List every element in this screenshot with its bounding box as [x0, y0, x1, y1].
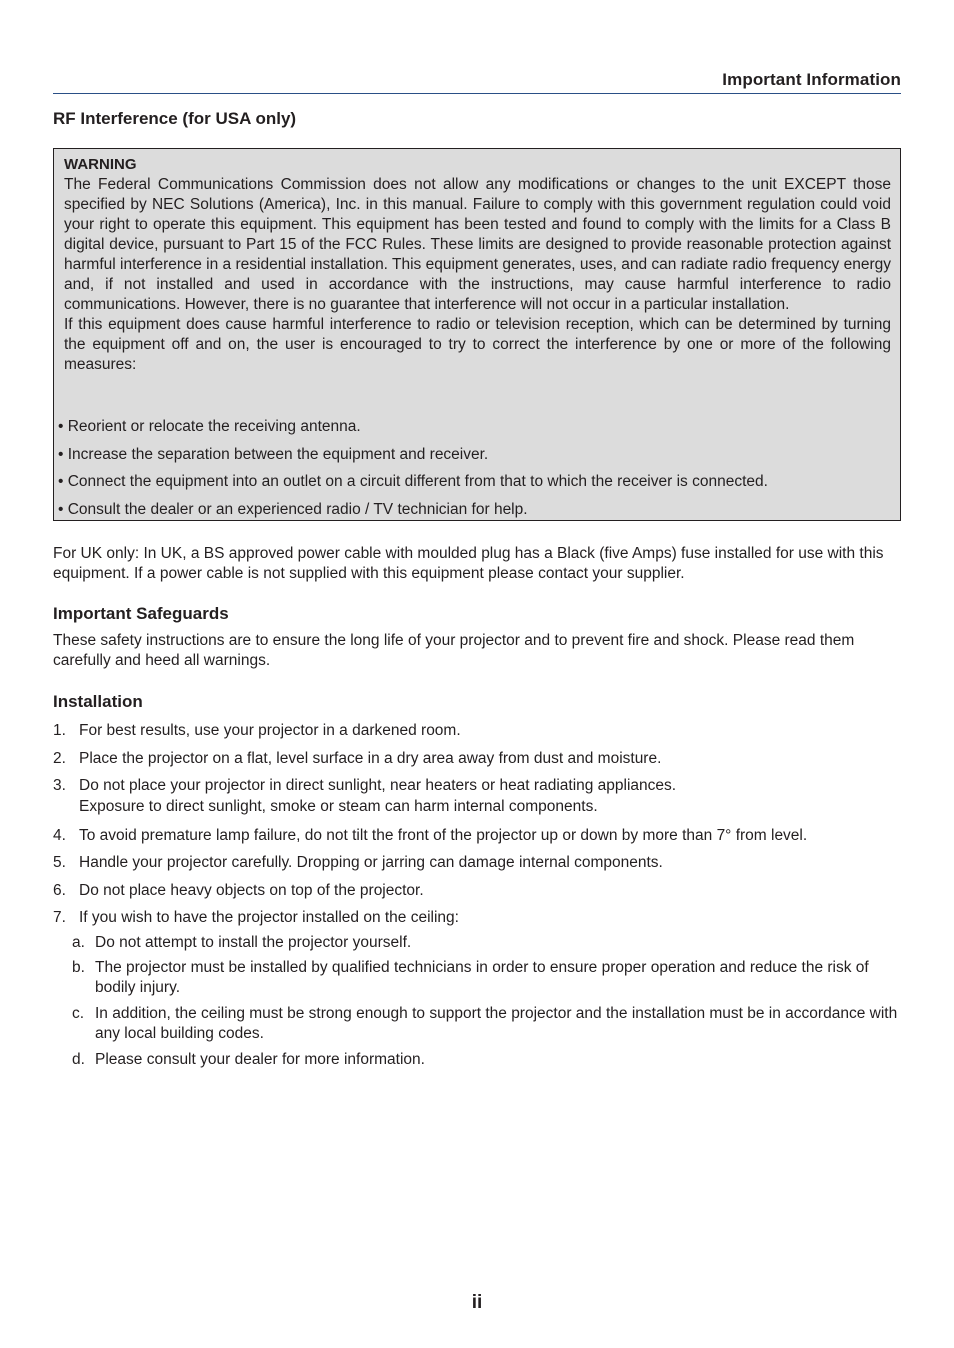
- measure-item: • Consult the dealer or an experienced radio / TV technician for help.: [58, 500, 528, 518]
- list-item: [53, 852, 901, 880]
- running-header-title: Important Information: [722, 70, 901, 89]
- item-number: 6.: [53, 882, 66, 899]
- sub-item-letter: d.: [72, 1051, 85, 1068]
- list-item: [53, 720, 901, 748]
- header-rule: [53, 93, 901, 94]
- rf-interference-heading: RF Interference (for USA only): [53, 109, 297, 128]
- item-text: To avoid premature lamp failure, do not tilt the front of the projector up or down by more than 7° from level.: [79, 827, 808, 844]
- item-text-continued: Exposure to direct sunlight, smoke or steam can harm internal components.: [79, 798, 598, 815]
- installation-list: [53, 720, 901, 1074]
- item-text: Place the projector on a flat, level surface in a dry area away from dust and moisture.: [79, 750, 662, 767]
- item-number: 5.: [53, 854, 66, 871]
- list-item: [53, 880, 901, 907]
- item-text: For best results, use your projector in a darkened room.: [79, 722, 461, 739]
- sub-item-text: Do not attempt to install the projector yourself.: [95, 934, 412, 951]
- measures-list: [58, 417, 878, 527]
- measure-item: • Increase the separation between the equipment and receiver.: [58, 445, 489, 463]
- list-item: [53, 748, 901, 775]
- item-text: If you wish to have the projector installed on the ceiling:: [79, 909, 459, 926]
- warning-paragraph: The Federal Communications Commission does not allow any modifications or changes to the unit EXCEPT those specified by NEC Solutions (America), Inc. in this manual. Failure to comply with this government regulation could void your right to operate this equipment. This equipment has been tested and found to comply with the limits for a Class B digital device, pursuant to Part 15 of the FCC Rules. These limits are designed to provide reasonable protection against harmful interference in a residential installation. This equipment generates, uses, and can radiate radio frequency energy and, if not installed and used in accordance with the instructions, may cause harmful interference to radio communications. However, there is no guarantee that interference will not occur in a particular installation.: [64, 176, 891, 313]
- page-number: ii: [471, 1292, 483, 1313]
- warning-text: [64, 175, 891, 375]
- safeguards-intro: These safety instructions are to ensure the long life of your projector and to prevent fire and shock. Please read them carefully and heed all warnings.: [53, 632, 855, 669]
- item-text: Do not place your projector in direct sunlight, near heaters or heat radiating appliances.: [79, 777, 677, 794]
- item-number: 7.: [53, 909, 66, 926]
- measure-item: • Connect the equipment into an outlet on a circuit different from that to which the receiver is connected.: [58, 473, 768, 490]
- item-number: 3.: [53, 777, 66, 794]
- list-item: [53, 775, 901, 825]
- warning-title: WARNING: [64, 156, 137, 173]
- warning-content: [64, 155, 891, 375]
- list-item: [53, 825, 901, 852]
- warning-box: [53, 148, 901, 521]
- item-text: Do not place heavy objects on top of the projector.: [79, 882, 424, 899]
- installation-heading: Installation: [53, 692, 143, 711]
- ceiling-sub-list: [72, 933, 901, 1074]
- measure-item: • Reorient or relocate the receiving antenna.: [58, 418, 361, 435]
- item-number: 4.: [53, 827, 66, 844]
- item-number: 1.: [53, 722, 66, 739]
- sub-item-text: Please consult your dealer for more information.: [95, 1051, 425, 1068]
- important-safeguards-heading: Important Safeguards: [53, 604, 229, 623]
- sub-item-letter: a.: [72, 934, 85, 951]
- item-text: Handle your projector carefully. Dropping or jarring can damage internal components.: [79, 854, 663, 871]
- sub-item-text: In addition, the ceiling must be strong enough to support the projector and the installation must be in accordance with any local building codes.: [95, 1005, 898, 1042]
- sub-list-item: [72, 1004, 901, 1050]
- sub-item-text: The projector must be installed by qualified technicians in order to ensure proper operation and reduce the risk of bodily injury.: [95, 959, 869, 996]
- sub-item-letter: b.: [72, 959, 85, 976]
- sub-item-letter: c.: [72, 1005, 85, 1022]
- list-item: [53, 907, 901, 933]
- sub-list-item: [72, 933, 901, 958]
- sub-list-item: [72, 958, 901, 1004]
- item-number: 2.: [53, 750, 66, 767]
- sub-list-item: [72, 1050, 901, 1074]
- warning-paragraph: If this equipment does cause harmful interference to radio or television reception, which can be determined by turning the equipment off and on, the user is encouraged to try to correct the interference by one or more of the following measures:: [64, 316, 891, 373]
- uk-power-note: For UK only: In UK, a BS approved power cable with moulded plug has a Black (five Amps) fuse installed for use with this equipment. If a power cable is not supplied with this equipment please contact your supplier.: [53, 545, 884, 582]
